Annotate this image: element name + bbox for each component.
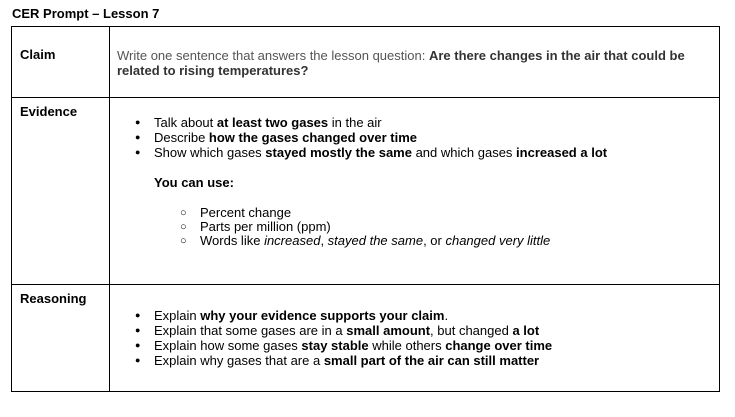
reasoning-content-cell <box>110 285 720 392</box>
claim-prompt: Write one sentence that answers the lesson question: <box>117 48 429 63</box>
reasoning-item: ● Explain why gases that are a small part of the air can still matter <box>117 353 719 368</box>
reasoning-item: ● Explain why your evidence supports your claim. <box>117 308 719 323</box>
page-title: CER Prompt – Lesson 7 <box>12 6 160 21</box>
evidence-item: ● Describe how the gases changed over time <box>117 130 719 145</box>
evidence-sub-item: ○ Percent change <box>117 206 719 220</box>
cer-table <box>11 26 720 392</box>
you-can-use-heading: You can use: <box>154 175 234 190</box>
evidence-content-cell <box>110 98 720 285</box>
evidence-sub-list <box>117 206 719 248</box>
evidence-row <box>12 98 720 285</box>
evidence-sub-item: ○ Parts per million (ppm) <box>117 220 719 234</box>
reasoning-item: ● Explain how some gases stay stable while others change over time <box>117 338 719 353</box>
evidence-item: ● Talk about at least two gases in the air <box>117 115 719 130</box>
claim-label-cell <box>12 27 110 98</box>
reasoning-list <box>117 308 719 368</box>
evidence-sub-item: ○ Words like increased, stayed the same, or changed very little <box>117 234 719 248</box>
evidence-label: Evidence <box>20 104 78 119</box>
reasoning-label: Reasoning <box>20 291 87 306</box>
evidence-item: ● Show which gases stayed mostly the same and which gases increased a lot <box>117 145 719 160</box>
reasoning-item: ● Explain that some gases are in a small amount, but changed a lot <box>117 323 719 338</box>
claim-question: Are there changes in the air that could be related to rising temperatures? <box>117 48 685 78</box>
claim-row <box>12 27 720 98</box>
reasoning-row <box>12 285 720 392</box>
claim-label: Claim <box>20 47 56 62</box>
claim-content-cell <box>110 27 720 98</box>
evidence-list <box>117 115 719 160</box>
reasoning-label-cell <box>12 285 110 392</box>
claim-prompt-text <box>110 27 719 91</box>
evidence-label-cell <box>12 98 110 285</box>
